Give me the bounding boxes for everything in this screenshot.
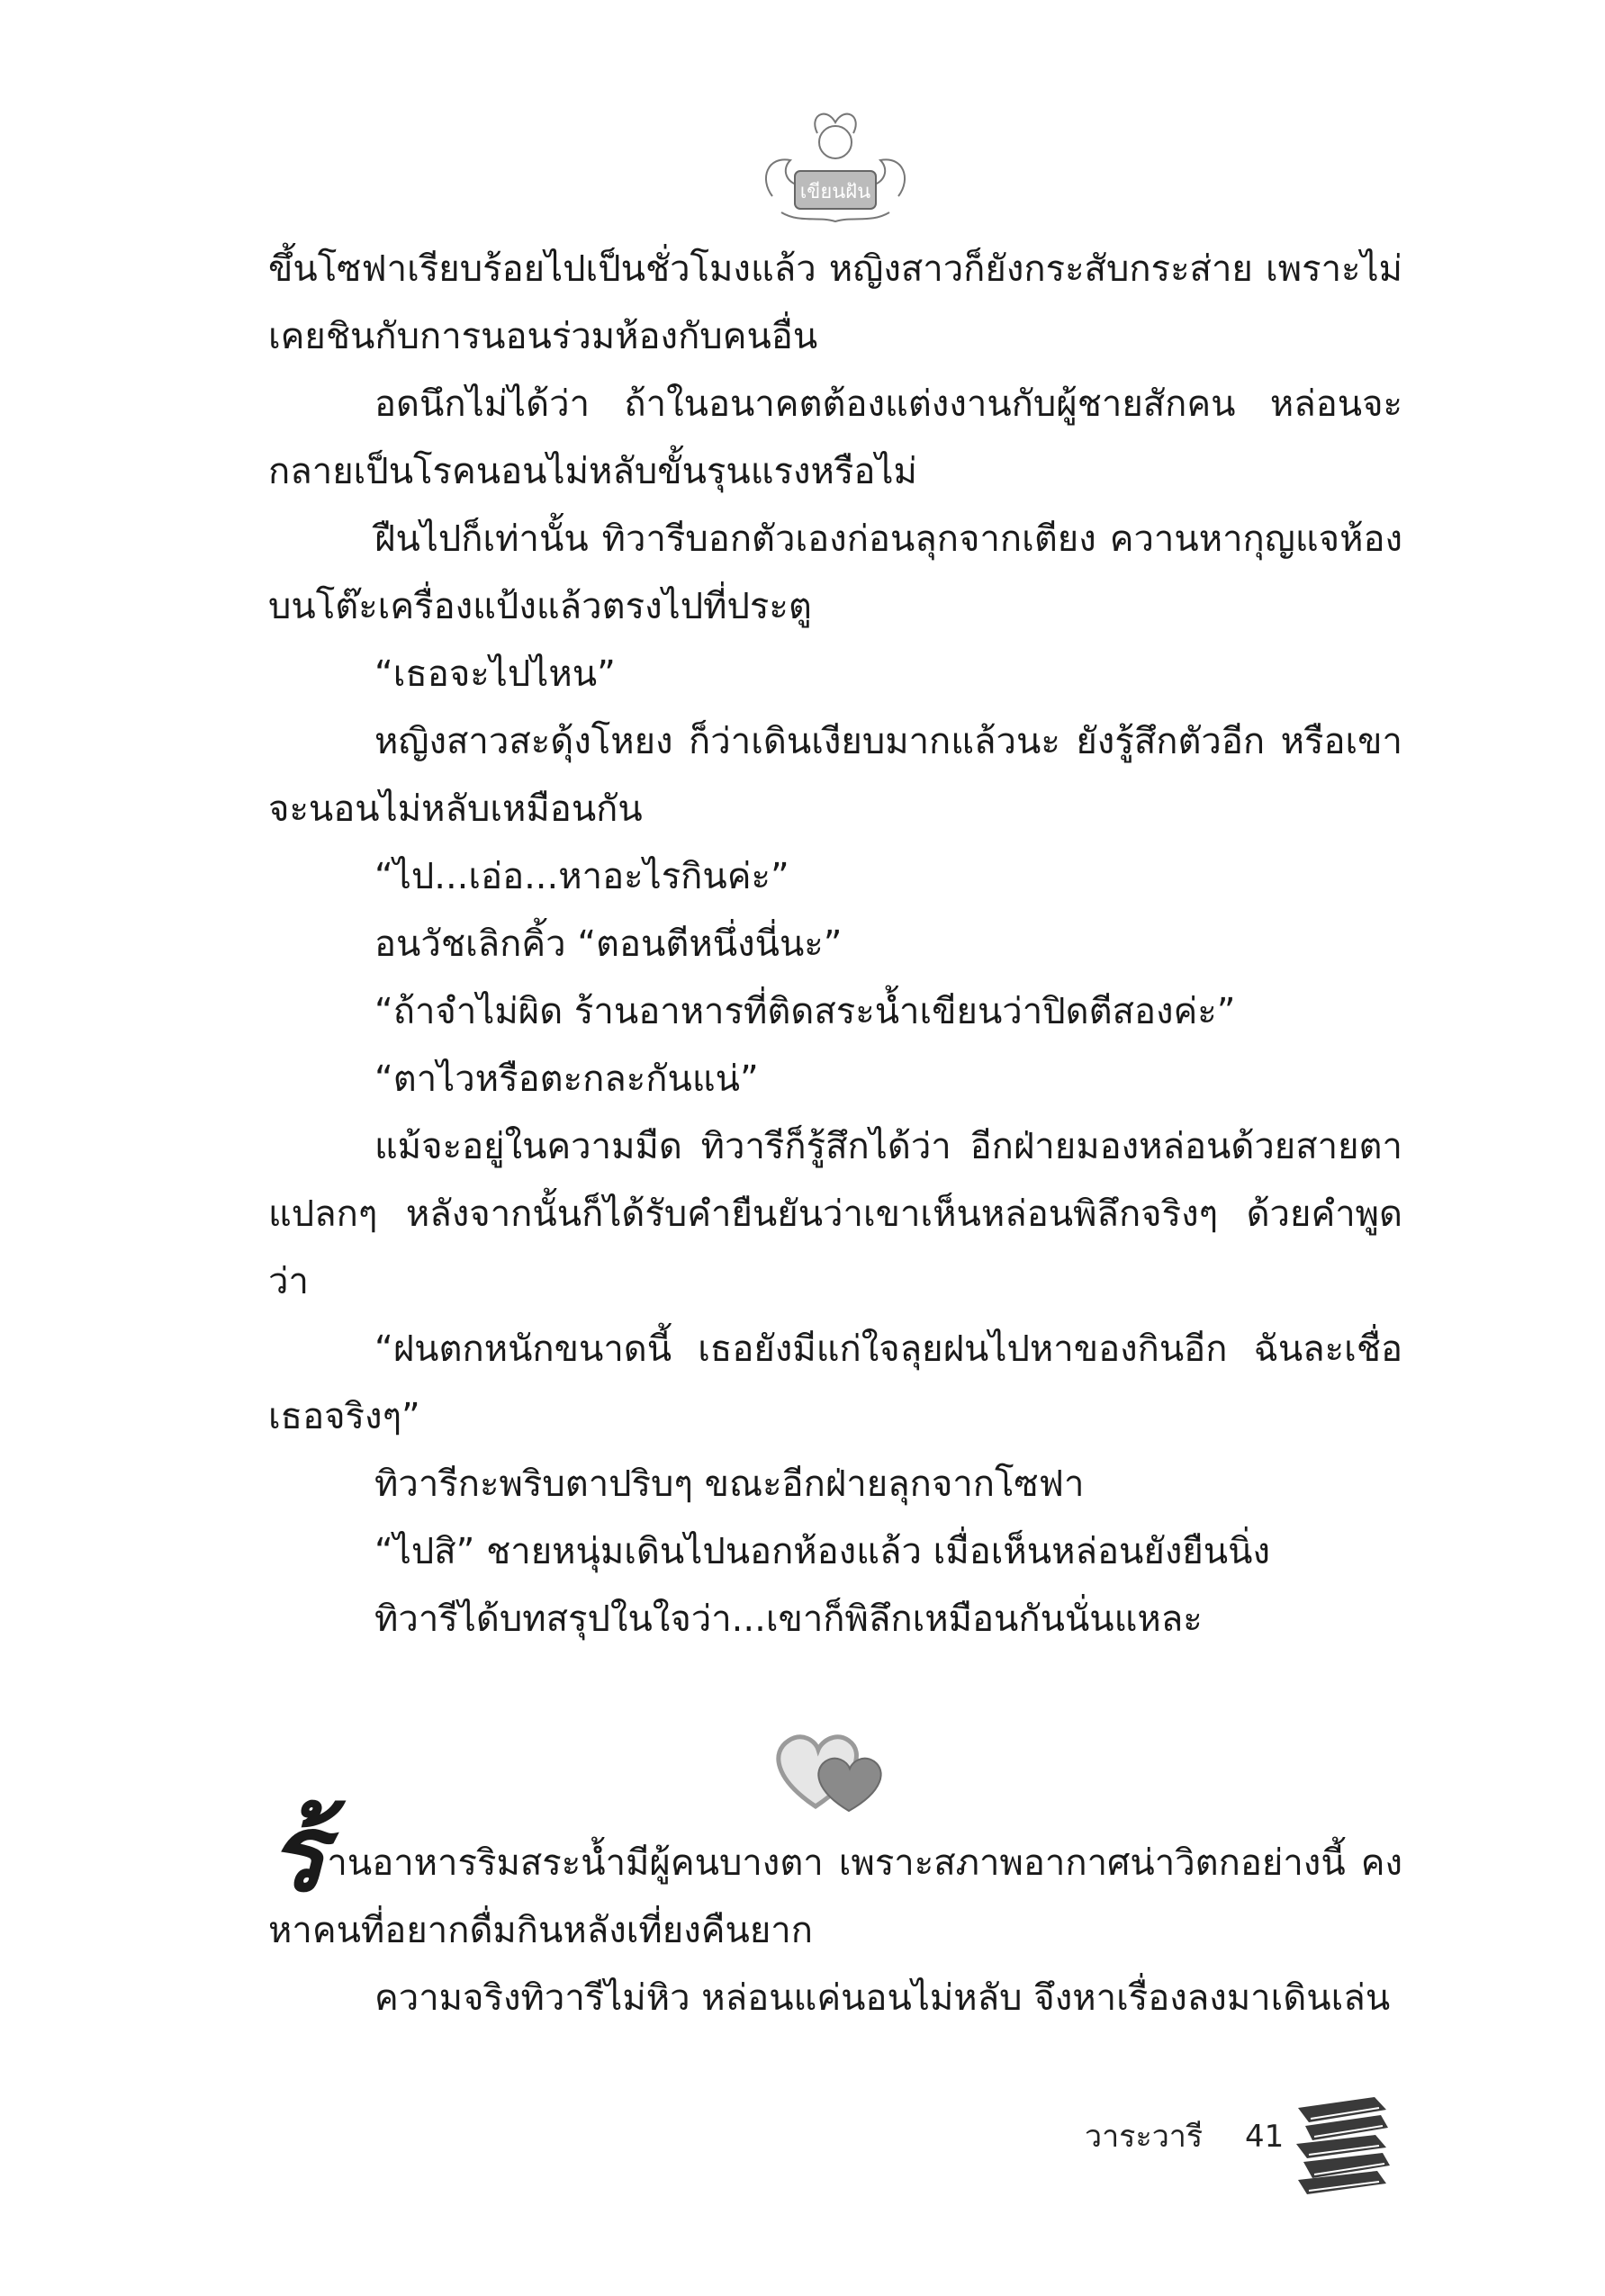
paragraph: “ไปสิ” ชายหนุ่มเดินไปนอกห้องแล้ว เมื่อเห็นหล่อนยังยืนนิ่ง: [374, 1531, 1270, 1572]
page-number: 41: [1244, 2119, 1285, 2155]
logo-text: เขียนฝัน: [799, 181, 871, 203]
drop-cap: ร้: [268, 1790, 326, 1915]
page-footer: [1085, 2111, 1284, 2160]
section-2-first-paragraph: [268, 1791, 1402, 1965]
paragraph: ความจริงทิวารีไม่หิว หล่อนแค่นอนไม่หลับ จึงหาเรื่องลงมาเดินเล่น: [374, 1977, 1391, 2019]
paragraph: “ไป...เอ่อ...หาอะไรกินค่ะ”: [374, 856, 789, 897]
paragraph: “ฝนตกหนักขนาดนี้ เธอยังมีแก่ใจลุยฝนไปหาของกินอีก ฉันละเชื่อเธอจริงๆ”: [268, 1328, 1402, 1437]
stacked-books-icon: [1289, 2090, 1395, 2196]
paragraph: หญิงสาวสะดุ้งโหยง ก็ว่าเดินเงียบมากแล้วนะ ยังรู้สึกตัวอีก หรือเขาจะนอนไม่หลับเหมือนกัน: [268, 721, 1402, 830]
paragraph: “เธอจะไปไหน”: [374, 653, 616, 695]
book-title: วาระวารี: [1085, 2119, 1204, 2155]
section-2: [268, 1791, 1402, 2032]
section-2-first-text: านอาหารริมสระน้ำมีผู้คนบางตา เพราะสภาพอากาศน่าวิตกอย่างนี้ คงหาคนที่อยากดื่มกินหลังเที่ยงคืนยาก: [268, 1842, 1402, 1951]
paragraph: อนวัชเลิกคิ้ว “ตอนตีหนึ่งนี่นะ”: [374, 923, 843, 965]
body-text: [268, 236, 1402, 1653]
paragraph: ทิวารีได้บทสรุปในใจว่า...เขาก็พิลึกเหมือนกันนั่นแหละ: [374, 1598, 1203, 1640]
paragraph: แม้จะอยู่ในความมืด ทิวารีก็รู้สึกได้ว่า อีกฝ่ายมองหล่อนด้วยสายตาแปลกๆ หลังจากนั้นก็ได้รับคำยืนยันว่าเขาเห็นหล่อนพิลึกจริงๆ ด้วยคำพูดว่า: [268, 1126, 1402, 1302]
paragraph: “ถ้าจำไม่ผิด ร้านอาหารที่ติดสระน้ำเขียนว่าปิดตีสองค่ะ”: [374, 991, 1236, 1032]
paragraph: ฝืนไปก็เท่านั้น ทิวารีบอกตัวเองก่อนลุกจากเตียง ควานหากุญแจห้องบนโต๊ะเครื่องแป้งแล้วตรงไปที่ประตู: [268, 518, 1402, 627]
paragraph: “ตาไวหรือตะกละกันแน่”: [374, 1058, 759, 1100]
paragraph: ทิวารีกะพริบตาปริบๆ ขณะอีกฝ่ายลุกจากโซฟา: [374, 1463, 1085, 1505]
paragraph: ขึ้นโซฟาเรียบร้อยไปเป็นชั่วโมงแล้ว หญิงสาวก็ยังกระสับกระส่าย เพราะไม่เคยชินกับการนอนร่วมห้องกับคนอื่น: [268, 248, 1402, 357]
ornamental-logo-icon: [754, 106, 916, 232]
paragraph: อดนึกไม่ได้ว่า ถ้าในอนาคตต้องแต่งงานกับผู้ชายสักคน หล่อนจะกลายเป็นโรคนอนไม่หลับขั้นรุนแรงหรือไม่: [268, 383, 1402, 492]
